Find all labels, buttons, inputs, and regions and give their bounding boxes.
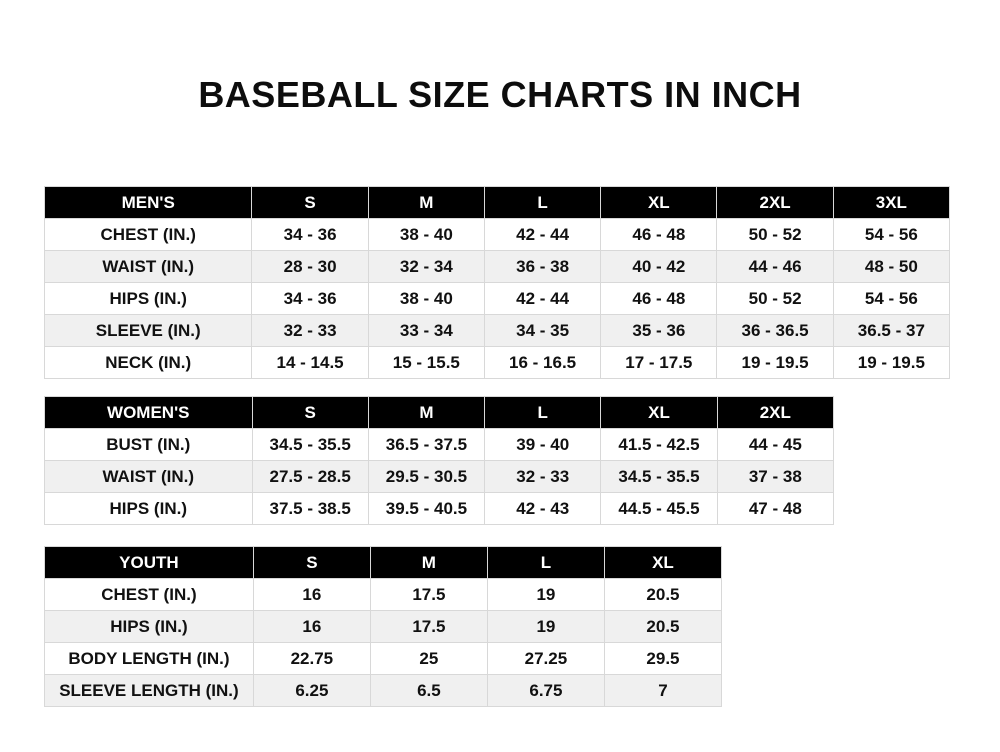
row-label: SLEEVE LENGTH (IN.) (45, 675, 254, 707)
cell-value: 27.5 - 28.5 (252, 461, 368, 493)
cell-value: 6.5 (370, 675, 487, 707)
cell-value: 32 - 33 (485, 461, 601, 493)
womens-header-category: WOMEN'S (45, 397, 253, 429)
table-row (45, 315, 950, 347)
mens-header-xl: XL (601, 187, 717, 219)
womens-table-head (45, 397, 834, 429)
youth-table-body (45, 579, 722, 707)
cell-value: 39.5 - 40.5 (368, 493, 484, 525)
cell-value: 44.5 - 45.5 (601, 493, 717, 525)
cell-value: 17.5 (370, 579, 487, 611)
table-header-row (45, 547, 722, 579)
row-label: SLEEVE (IN.) (45, 315, 252, 347)
cell-value: 16 - 16.5 (484, 347, 600, 379)
cell-value: 17.5 (370, 611, 487, 643)
womens-header-l: L (485, 397, 601, 429)
cell-value: 22.75 (253, 643, 370, 675)
table-header-row (45, 187, 950, 219)
womens-size-chart (44, 396, 834, 525)
cell-value: 37.5 - 38.5 (252, 493, 368, 525)
cell-value: 36 - 38 (484, 251, 600, 283)
cell-value: 29.5 - 30.5 (368, 461, 484, 493)
mens-header-2xl: 2XL (717, 187, 833, 219)
mens-header-3xl: 3XL (833, 187, 949, 219)
womens-size-table (44, 396, 834, 525)
cell-value: 32 - 34 (368, 251, 484, 283)
cell-value: 29.5 (604, 643, 721, 675)
row-label: WAIST (IN.) (45, 251, 252, 283)
cell-value: 41.5 - 42.5 (601, 429, 717, 461)
cell-value: 54 - 56 (833, 283, 949, 315)
row-label: BODY LENGTH (IN.) (45, 643, 254, 675)
row-label: CHEST (IN.) (45, 219, 252, 251)
youth-header-m: M (370, 547, 487, 579)
cell-value: 42 - 44 (484, 283, 600, 315)
cell-value: 19 (487, 579, 604, 611)
cell-value: 48 - 50 (833, 251, 949, 283)
youth-table-head (45, 547, 722, 579)
cell-value: 27.25 (487, 643, 604, 675)
youth-size-chart (44, 546, 722, 707)
cell-value: 34 - 35 (484, 315, 600, 347)
cell-value: 19 - 19.5 (833, 347, 949, 379)
womens-header-xl: XL (601, 397, 717, 429)
table-row (45, 461, 834, 493)
youth-header-category: YOUTH (45, 547, 254, 579)
cell-value: 17 - 17.5 (601, 347, 717, 379)
table-row (45, 579, 722, 611)
cell-value: 34 - 36 (252, 219, 368, 251)
cell-value: 34.5 - 35.5 (252, 429, 368, 461)
table-row (45, 643, 722, 675)
cell-value: 37 - 38 (717, 461, 833, 493)
mens-header-s: S (252, 187, 368, 219)
cell-value: 34.5 - 35.5 (601, 461, 717, 493)
cell-value: 38 - 40 (368, 283, 484, 315)
youth-size-table (44, 546, 722, 707)
cell-value: 47 - 48 (717, 493, 833, 525)
cell-value: 32 - 33 (252, 315, 368, 347)
mens-header-category: MEN'S (45, 187, 252, 219)
cell-value: 16 (253, 611, 370, 643)
cell-value: 20.5 (604, 611, 721, 643)
cell-value: 40 - 42 (601, 251, 717, 283)
table-row (45, 283, 950, 315)
cell-value: 14 - 14.5 (252, 347, 368, 379)
cell-value: 20.5 (604, 579, 721, 611)
cell-value: 44 - 46 (717, 251, 833, 283)
cell-value: 19 (487, 611, 604, 643)
row-label: BUST (IN.) (45, 429, 253, 461)
cell-value: 36.5 - 37.5 (368, 429, 484, 461)
table-row (45, 219, 950, 251)
youth-header-l: L (487, 547, 604, 579)
table-header-row (45, 397, 834, 429)
cell-value: 54 - 56 (833, 219, 949, 251)
youth-header-xl: XL (604, 547, 721, 579)
cell-value: 50 - 52 (717, 283, 833, 315)
cell-value: 36.5 - 37 (833, 315, 949, 347)
cell-value: 34 - 36 (252, 283, 368, 315)
mens-table-body (45, 219, 950, 379)
cell-value: 19 - 19.5 (717, 347, 833, 379)
womens-header-2xl: 2XL (717, 397, 833, 429)
table-row (45, 493, 834, 525)
mens-size-chart (44, 186, 950, 379)
row-label: HIPS (IN.) (45, 283, 252, 315)
cell-value: 39 - 40 (485, 429, 601, 461)
table-row (45, 675, 722, 707)
cell-value: 50 - 52 (717, 219, 833, 251)
cell-value: 7 (604, 675, 721, 707)
page-title: BASEBALL SIZE CHARTS IN INCH (198, 74, 802, 115)
womens-table-body (45, 429, 834, 525)
youth-header-s: S (253, 547, 370, 579)
table-row (45, 611, 722, 643)
mens-size-table (44, 186, 950, 379)
row-label: CHEST (IN.) (45, 579, 254, 611)
mens-header-m: M (368, 187, 484, 219)
cell-value: 33 - 34 (368, 315, 484, 347)
cell-value: 42 - 44 (484, 219, 600, 251)
cell-value: 46 - 48 (601, 219, 717, 251)
cell-value: 44 - 45 (717, 429, 833, 461)
row-label: HIPS (IN.) (45, 493, 253, 525)
mens-table-head (45, 187, 950, 219)
cell-value: 38 - 40 (368, 219, 484, 251)
cell-value: 35 - 36 (601, 315, 717, 347)
cell-value: 36 - 36.5 (717, 315, 833, 347)
cell-value: 25 (370, 643, 487, 675)
row-label: HIPS (IN.) (45, 611, 254, 643)
womens-header-s: S (252, 397, 368, 429)
row-label: NECK (IN.) (45, 347, 252, 379)
cell-value: 15 - 15.5 (368, 347, 484, 379)
table-row (45, 429, 834, 461)
table-row (45, 251, 950, 283)
table-row (45, 347, 950, 379)
cell-value: 6.25 (253, 675, 370, 707)
cell-value: 42 - 43 (485, 493, 601, 525)
cell-value: 16 (253, 579, 370, 611)
cell-value: 6.75 (487, 675, 604, 707)
row-label: WAIST (IN.) (45, 461, 253, 493)
mens-header-l: L (484, 187, 600, 219)
womens-header-m: M (368, 397, 484, 429)
cell-value: 46 - 48 (601, 283, 717, 315)
cell-value: 28 - 30 (252, 251, 368, 283)
